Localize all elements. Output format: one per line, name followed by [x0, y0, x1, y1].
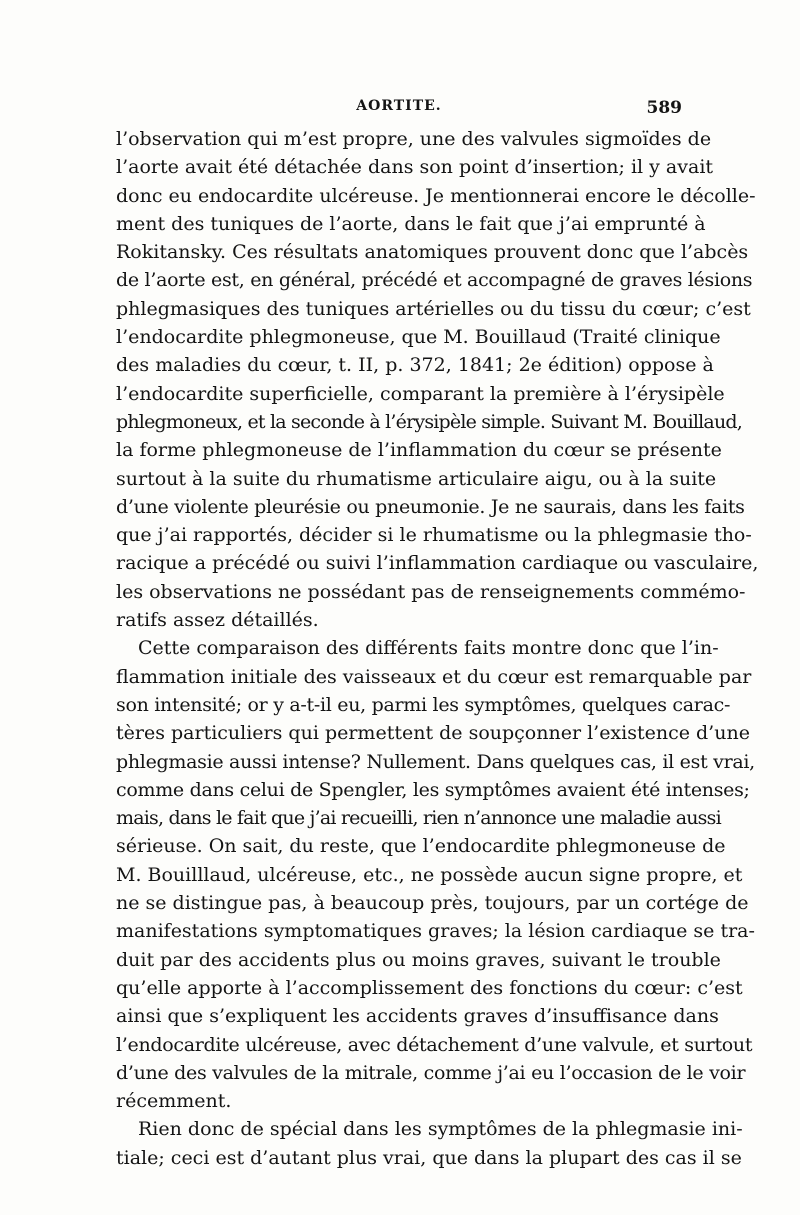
text-line: tiale; ceci est d’autant plus vrai, que dans la plupart des cas il se: [116, 1146, 742, 1169]
text-line: d’une des valvules de la mitrale, comme j’ai eu l’occasion de le voir: [116, 1061, 746, 1084]
body-text: [116, 125, 759, 1172]
text-line: récemment.: [116, 1090, 232, 1113]
text-line: donc eu endocardite ulcéreuse. Je mentionnerai encore le décolle-: [116, 184, 756, 207]
text-line: manifestations symptomatiques graves; la lésion cardiaque se tra-: [116, 920, 755, 943]
text-line: l’observation qui m’est propre, une des valvules sigmoïdes de: [116, 128, 712, 150]
text-line: comme dans celui de Spengler, les symptômes avaient été intenses;: [116, 778, 750, 801]
text-line: flammation initiale des vaisseaux et du cœur est remarquable par: [116, 665, 752, 688]
text-line: Cette comparaison des différents faits montre donc que l’in-: [138, 637, 719, 660]
text-line: M. Bouilllaud, ulcéreuse, etc., ne possède aucun signe propre, et: [116, 863, 743, 886]
text-line: Rien donc de spécial dans les symptômes de la phlegmasie ini-: [138, 1118, 743, 1141]
text-line: ainsi que s’expliquent les accidents graves d’insuffisance dans: [116, 1005, 719, 1028]
text-line: que j’ai rapportés, décider si le rhumatisme ou la phlegmasie tho-: [116, 524, 752, 547]
text-line: surtout à la suite du rhumatisme articulaire aigu, ou à la suite: [116, 467, 717, 490]
text-line: racique a précédé ou suivi l’inflammation cardiaque ou vasculaire,: [116, 552, 759, 575]
text-line: mais, dans le fait que j’ai recueilli, rien n’annonce une maladie aussi: [116, 807, 721, 830]
text-line: qu’elle apporte à l’accomplissement des fonctions du cœur: c’est: [116, 976, 743, 999]
text-line: tères particuliers qui permettent de soupçonner l’existence d’une: [116, 722, 750, 745]
text-line: sérieuse. On sait, du reste, que l’endocardite phlegmoneuse de: [116, 835, 726, 858]
text-line: ment des tuniques de l’aorte, dans le fait que j’ai emprunté à: [116, 212, 706, 235]
text-line: phlegmasie aussi intense? Nullement. Dans quelques cas, il est vrai,: [116, 750, 755, 773]
text-line: ne se distingue pas, à beaucoup près, toujours, par un cortége de: [116, 892, 749, 915]
text-line: des maladies du cœur, t. II, p. 372, 1841; 2e édition) oppose à: [116, 354, 714, 377]
text-line: duit par des accidents plus ou moins graves, suivant le trouble: [116, 948, 721, 971]
text-line: les observations ne possédant pas de renseignements commémo-: [116, 580, 746, 603]
text-line: l’aorte avait été détachée dans son point d’insertion; il y avait: [116, 156, 714, 179]
text-line: l’endocardite ulcéreuse, avec détachement d’une valvule, et surtout: [116, 1033, 753, 1056]
text-line: l’endocardite superficielle, comparant la première à l’érysipèle: [116, 382, 725, 405]
text-line: la forme phlegmoneuse de l’inflammation du cœur se présente: [116, 439, 722, 462]
text-line: phlegmoneux, et la seconde à l’érysipèle simple. Suivant M. Bouillaud,: [116, 410, 742, 433]
text-line: d’une violente pleurésie ou pneumonie. Je ne saurais, dans les faits: [116, 495, 745, 518]
running-title: AORTITE.: [356, 98, 442, 114]
text-line: son intensité; or y a-t-il eu, parmi les symptômes, quelques carac-: [116, 693, 731, 716]
text-line: de l’aorte est, en général, précédé et accompagné de graves lésions: [116, 269, 753, 292]
text-line: ratifs assez détaillés.: [116, 609, 319, 632]
text-line: Rokitansky. Ces résultats anatomiques prouvent donc que l’abcès: [116, 241, 749, 264]
page-number: 589: [646, 98, 682, 118]
text-line: phlegmasiques des tuniques artérielles ou du tissu du cœur; c’est: [116, 297, 751, 320]
running-head: [116, 98, 682, 120]
text-line: l’endocardite phlegmoneuse, que M. Bouillaud (Traité clinique: [116, 326, 721, 349]
